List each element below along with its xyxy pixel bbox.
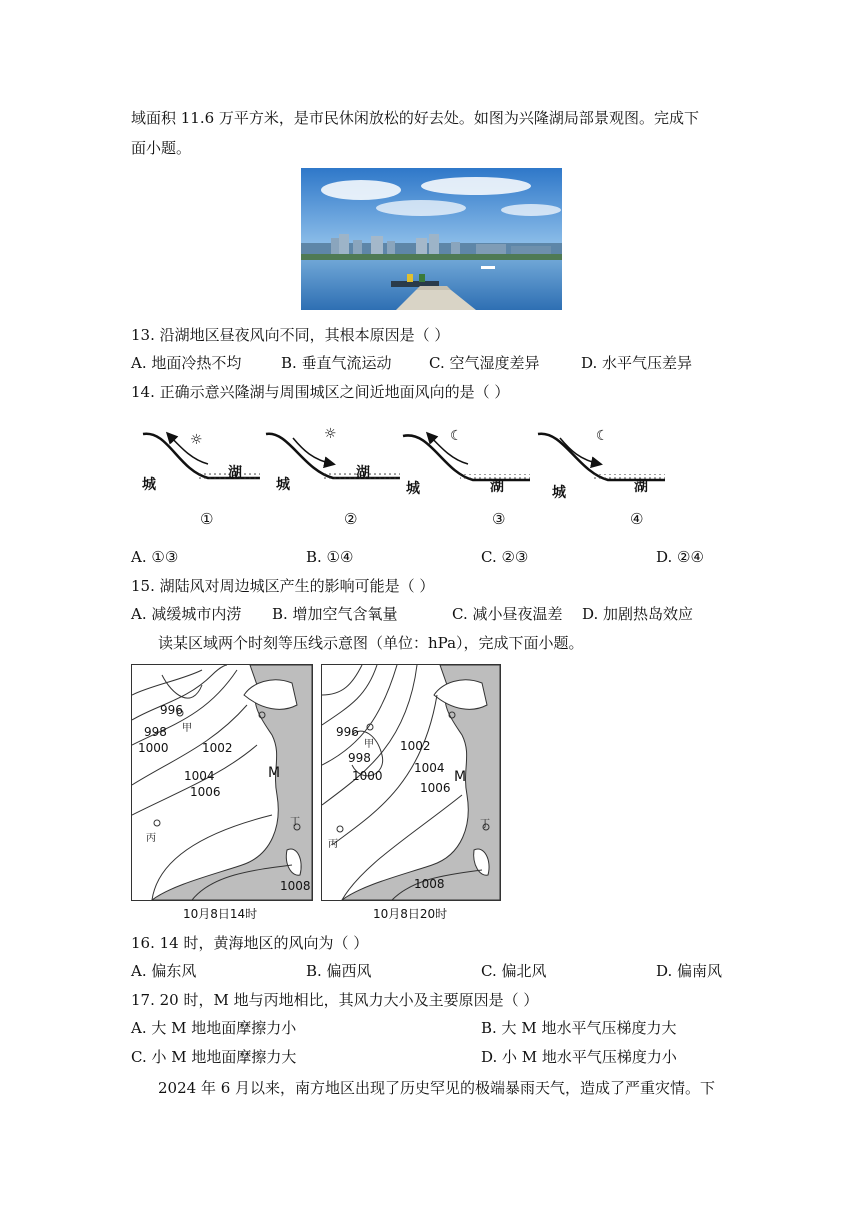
map-intro: 读某区域两个时刻等压线示意图（单位：hPa），完成下面小题。 bbox=[158, 634, 584, 652]
isobar-label-1008-b: 1008 bbox=[414, 877, 445, 891]
q13-option-b: B. 垂直气流运动 bbox=[281, 354, 392, 372]
city-label-4: 城 bbox=[552, 485, 566, 501]
q16-option-c: C. 偏北风 bbox=[481, 962, 547, 980]
q13-option-d: D. 水平气压差异 bbox=[581, 354, 693, 372]
q16-option-d: D. 偏南风 bbox=[656, 962, 723, 980]
isobar-label-1006: 1006 bbox=[190, 785, 221, 799]
lake-label-3: 湖 bbox=[490, 479, 504, 495]
diagram-number-4: ④ bbox=[630, 510, 644, 528]
place-m: M bbox=[268, 765, 281, 781]
isobar-label-1004: 1004 bbox=[184, 769, 215, 783]
q14-option-b: B. ①④ bbox=[306, 548, 354, 566]
map-caption-20h: 10月8日20时 bbox=[373, 907, 448, 921]
diagram-4 bbox=[538, 428, 665, 481]
isobar-label-996: 996 bbox=[160, 703, 183, 717]
q17-option-b: B. 大 M 地水平气压梯度力大 bbox=[481, 1019, 677, 1037]
diagram-3 bbox=[403, 428, 530, 481]
diagram-number-1: ① bbox=[200, 510, 214, 528]
place-m-b: M bbox=[454, 769, 467, 785]
q16-option-b: B. 偏西风 bbox=[306, 962, 372, 980]
q13-option-a: A. 地面冷热不均 bbox=[131, 354, 242, 372]
isobar-label-1000: 1000 bbox=[138, 741, 169, 755]
q17-option-a: A. 大 M 地地面摩擦力小 bbox=[131, 1019, 297, 1037]
isobar-label-1004-b: 1004 bbox=[414, 761, 445, 775]
isobar-label-1002-b: 1002 bbox=[400, 739, 431, 753]
diagram-2 bbox=[266, 426, 400, 479]
map-caption-14h: 10月8日14时 bbox=[183, 907, 258, 921]
lake-label-1: 湖 bbox=[228, 465, 242, 481]
wind-direction-diagrams bbox=[138, 420, 668, 532]
outro-line: 2024 年 6 月以来，南方地区出现了历史罕见的极端暴雨天气，造成了严重灾情。下 bbox=[158, 1079, 716, 1097]
isobar-label-1006-b: 1006 bbox=[420, 781, 451, 795]
intro-line-2: 面小题。 bbox=[131, 139, 192, 157]
isobar-label-1000-b: 1000 bbox=[352, 769, 383, 783]
isobar-label-998: 998 bbox=[144, 725, 167, 739]
place-bing: 丙 bbox=[146, 833, 156, 844]
q14-option-a: A. ①③ bbox=[131, 548, 179, 566]
q15-stem: 15. 湖陆风对周边城区产生的影响可能是（ ） bbox=[131, 577, 435, 595]
q17-stem: 17. 20 时，M 地与丙地相比，其风力大小及主要原因是（ ） bbox=[131, 991, 539, 1009]
isobar-label-996-b: 996 bbox=[336, 725, 359, 739]
isobar-label-998-b: 998 bbox=[348, 751, 371, 765]
lake-label-2: 湖 bbox=[356, 465, 370, 481]
q15-option-a: A. 减缓城市内涝 bbox=[131, 605, 242, 623]
q16-option-a: A. 偏东风 bbox=[131, 962, 197, 980]
q15-option-d: D. 加剧热岛效应 bbox=[582, 605, 694, 623]
q14-option-c: C. ②③ bbox=[481, 548, 529, 566]
q16-stem: 16. 14 时，黄海地区的风向为（ ） bbox=[131, 934, 369, 952]
q17-option-c: C. 小 M 地地面摩擦力大 bbox=[131, 1048, 297, 1066]
q13-stem: 13. 沿湖地区昼夜风向不同，其根本原因是（ ） bbox=[131, 326, 450, 344]
isobar-label-1002: 1002 bbox=[202, 741, 233, 755]
isobar-map-14h bbox=[131, 664, 313, 901]
city-label-1: 城 bbox=[142, 477, 156, 493]
svg-text:☾: ☾ bbox=[596, 428, 609, 444]
isobar-label-1008: 1008 bbox=[280, 879, 311, 893]
q13-option-c: C. 空气湿度差异 bbox=[429, 354, 540, 372]
svg-text:☼: ☼ bbox=[324, 426, 337, 442]
diagram-1 bbox=[143, 432, 260, 479]
q15-option-b: B. 增加空气含氧量 bbox=[272, 605, 398, 623]
place-jia-b: 甲 bbox=[364, 739, 374, 750]
diagram-number-3: ③ bbox=[492, 510, 506, 528]
city-label-2: 城 bbox=[276, 477, 290, 493]
lake-photo bbox=[301, 168, 562, 310]
city-label-3: 城 bbox=[406, 481, 420, 497]
isobar-map-20h bbox=[321, 664, 501, 901]
place-ding-b: 丁 bbox=[480, 819, 490, 830]
q14-option-d: D. ②④ bbox=[656, 548, 704, 566]
place-ding: 丁 bbox=[290, 817, 300, 828]
q15-option-c: C. 减小昼夜温差 bbox=[452, 605, 563, 623]
diagram-number-2: ② bbox=[344, 510, 358, 528]
intro-line-1: 域面积 11.6 万平方米，是市民休闲放松的好去处。如图为兴隆湖局部景观图。完成下 bbox=[131, 109, 699, 127]
place-jia: 甲 bbox=[182, 723, 192, 734]
place-bing-b: 丙 bbox=[328, 839, 338, 850]
svg-text:☼: ☼ bbox=[190, 432, 203, 448]
lake-label-4: 湖 bbox=[634, 479, 648, 495]
q17-option-d: D. 小 M 地水平气压梯度力小 bbox=[481, 1048, 677, 1066]
q14-stem: 14. 正确示意兴隆湖与周围城区之间近地面风向的是（ ） bbox=[131, 383, 510, 401]
svg-text:☾: ☾ bbox=[450, 428, 463, 444]
